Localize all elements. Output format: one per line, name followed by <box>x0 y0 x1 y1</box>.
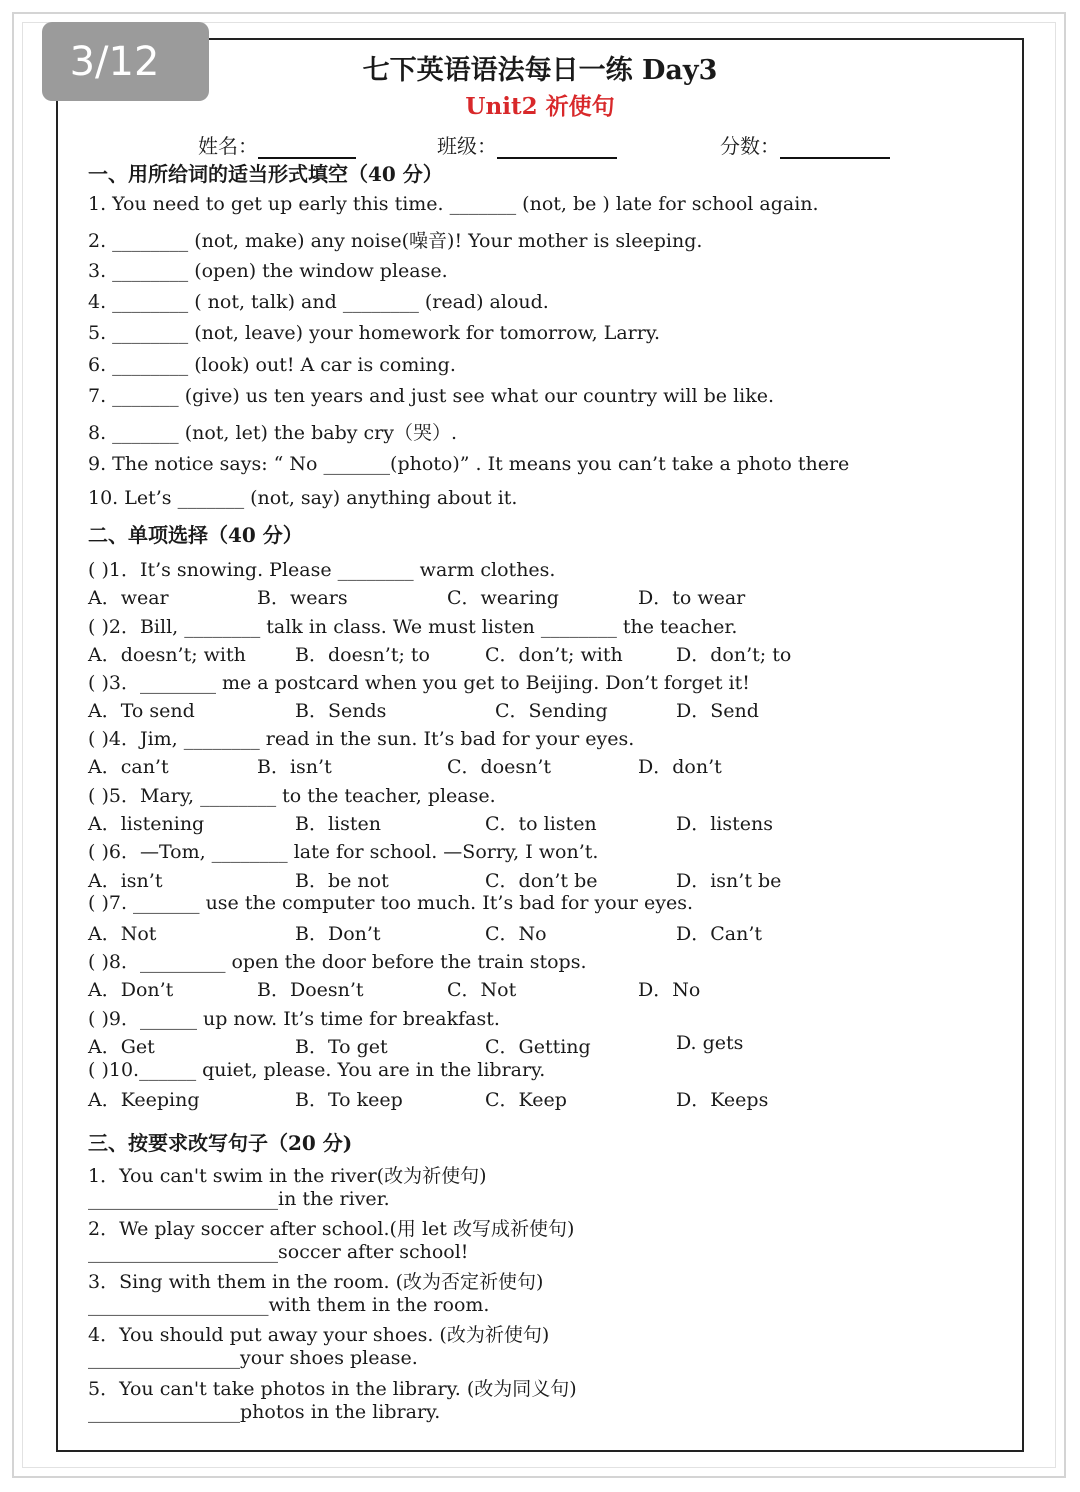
worksheet-subtitle: Unit2 祈使句 <box>465 93 615 120</box>
part1-item: 2. ________ (not, make) any noise(噪音)! Your mother is sleeping. <box>88 230 703 252</box>
part1-item: 8. _______ (not, let) the baby cry（哭）. <box>88 422 457 444</box>
mc-option-a[interactable]: A．Keeping <box>88 1089 200 1111</box>
mc-option-b[interactable]: B．Doesn’t <box>257 979 364 1001</box>
mc-option-b[interactable]: B．isn’t <box>257 756 332 778</box>
name-blank[interactable] <box>258 137 356 159</box>
worksheet-title: 七下英语语法每日一练 Day3 <box>362 55 718 86</box>
mc-option-b[interactable]: B．wears <box>257 587 348 609</box>
rewrite-answer-line[interactable]: ____________________soccer after school! <box>88 1241 469 1263</box>
rewrite-question: 2．We play soccer after school.(用 let 改写成祈使句) <box>88 1218 575 1240</box>
score-field <box>720 130 890 159</box>
mc-option-a[interactable]: A．wear <box>88 587 169 609</box>
mc-option-c[interactable]: C．Sending <box>495 700 608 722</box>
class-label: 班级： <box>437 134 497 158</box>
class-blank[interactable] <box>497 137 617 159</box>
mc-option-b[interactable]: B．be not <box>295 870 389 892</box>
score-label: 分数： <box>720 134 780 158</box>
rewrite-question: 5．You can't take photos in the library. (改为同义句) <box>88 1378 577 1400</box>
mc-question-stem: ( )4．Jim, ________ read in the sun. It’s bad for your eyes. <box>88 728 635 750</box>
mc-option-c[interactable]: C．doesn’t <box>447 756 552 778</box>
mc-option-b[interactable]: B．listen <box>295 813 381 835</box>
part2-heading: 二、单项选择（40 分） <box>88 523 303 547</box>
mc-option-a[interactable]: A．doesn’t; with <box>88 644 246 666</box>
part1-item: 5. ________ (not, leave) your homework for tomorrow, Larry. <box>88 322 661 344</box>
name-field <box>198 130 356 159</box>
mc-question-stem: ( )5．Mary, ________ to the teacher, please. <box>88 785 496 807</box>
mc-option-b[interactable]: B．Sends <box>295 700 387 722</box>
part1-item: 9. The notice says: “ No _______(photo)” . It means you can’t take a photo there <box>88 453 850 475</box>
mc-question-stem: ( )1．It’s snowing. Please ________ warm clothes. <box>88 559 556 581</box>
mc-option-d[interactable]: D．Can’t <box>676 923 763 945</box>
mc-question-stem: ( )10.______ quiet, please. You are in the library. <box>88 1059 546 1081</box>
part1-item: 3. ________ (open) the window please. <box>88 260 448 282</box>
rewrite-answer-line[interactable]: ____________________in the river. <box>88 1188 390 1210</box>
mc-option-d[interactable]: D. gets <box>676 1032 744 1054</box>
mc-option-d[interactable]: D．isn’t be <box>676 870 782 892</box>
mc-option-b[interactable]: B．doesn’t; to <box>295 644 430 666</box>
mc-option-d[interactable]: D．don’t; to <box>676 644 792 666</box>
mc-option-a[interactable]: A．Not <box>88 923 157 945</box>
mc-question-stem: ( )3．________ me a postcard when you get to Beijing. Don’t forget it! <box>88 672 750 694</box>
rewrite-question: 4．You should put away your shoes. (改为祈使句) <box>88 1324 550 1346</box>
mc-option-c[interactable]: C．don’t be <box>485 870 598 892</box>
part1-item: 1. You need to get up early this time. _______ (not, be ) late for school again. <box>88 193 819 215</box>
mc-option-b[interactable]: B．Don’t <box>295 923 381 945</box>
mc-option-a[interactable]: A．listening <box>88 813 205 835</box>
mc-option-d[interactable]: D．No <box>638 979 701 1001</box>
part1-item: 4. ________ ( not, talk) and ________ (read) aloud. <box>88 291 549 313</box>
mc-option-d[interactable]: D．Keeps <box>676 1089 769 1111</box>
part1-item: 10. Let’s _______ (not, say) anything about it. <box>88 487 518 509</box>
mc-option-c[interactable]: C．Not <box>447 979 517 1001</box>
rewrite-answer-line[interactable]: ___________________with them in the room. <box>88 1294 490 1316</box>
mc-option-a[interactable]: A．To send <box>88 700 195 722</box>
mc-option-d[interactable]: D．Send <box>676 700 759 722</box>
score-blank[interactable] <box>780 137 890 159</box>
rewrite-answer-line[interactable]: ________________your shoes please. <box>88 1347 418 1369</box>
mc-option-b[interactable]: B．To keep <box>295 1089 403 1111</box>
part1-item: 7. _______ (give) us ten years and just see what our country will be like. <box>88 385 775 407</box>
rewrite-question: 3．Sing with them in the room. (改为否定祈使句) <box>88 1271 544 1293</box>
mc-option-c[interactable]: C．don’t; with <box>485 644 623 666</box>
rewrite-question: 1．You can't swim in the river(改为祈使句) <box>88 1165 487 1187</box>
mc-option-a[interactable]: A．isn’t <box>88 870 163 892</box>
mc-question-stem: ( )9．______ up now. It’s time for breakfast. <box>88 1008 500 1030</box>
part1-item: 6. ________ (look) out! A car is coming. <box>88 354 456 376</box>
mc-option-b[interactable]: B．To get <box>295 1036 388 1058</box>
part1-heading: 一、用所给词的适当形式填空（40 分） <box>88 162 443 186</box>
name-label: 姓名： <box>198 134 258 158</box>
mc-option-a[interactable]: A．Don’t <box>88 979 174 1001</box>
mc-option-c[interactable]: C．wearing <box>447 587 559 609</box>
mc-option-c[interactable]: C．Keep <box>485 1089 567 1111</box>
mc-option-a[interactable]: A．can’t <box>88 756 169 778</box>
mc-question-stem: ( )6．—Tom, ________ late for school. —Sorry, I won’t. <box>88 841 599 863</box>
mc-question-stem: ( )2．Bill, ________ talk in class. We must listen ________ the teacher. <box>88 616 738 638</box>
page-counter-badge: 3/12 <box>42 22 209 101</box>
mc-question-stem: ( )8．_________ open the door before the train stops. <box>88 951 587 973</box>
rewrite-answer-line[interactable]: ________________photos in the library. <box>88 1401 441 1423</box>
mc-question-stem: ( )7. _______ use the computer too much. It’s bad for your eyes. <box>88 892 694 914</box>
mc-option-c[interactable]: C．Getting <box>485 1036 591 1058</box>
mc-option-c[interactable]: C．to listen <box>485 813 597 835</box>
part3-heading: 三、按要求改写句子（20 分) <box>88 1131 353 1155</box>
mc-option-d[interactable]: D．don’t <box>638 756 722 778</box>
mc-option-a[interactable]: A．Get <box>88 1036 155 1058</box>
mc-option-d[interactable]: D．to wear <box>638 587 746 609</box>
mc-option-c[interactable]: C．No <box>485 923 547 945</box>
mc-option-d[interactable]: D．listens <box>676 813 774 835</box>
class-field <box>437 130 617 159</box>
